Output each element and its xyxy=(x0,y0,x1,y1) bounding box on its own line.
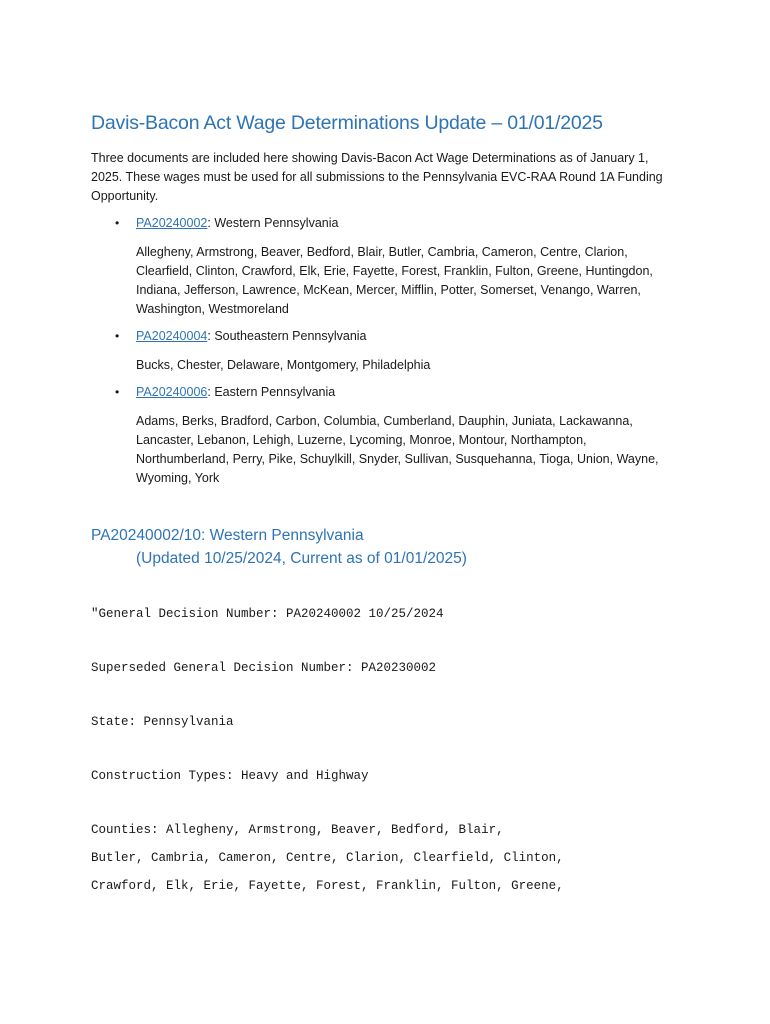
document-title: Davis-Bacon Act Wage Determinations Update – 01/01/2025 xyxy=(91,112,603,134)
superseded-decision-number: Superseded General Decision Number: PA20230002 xyxy=(91,661,437,675)
region-label: : Southeastern Pennsylvania xyxy=(207,329,367,343)
county-list: Allegheny, Armstrong, Beaver, Bedford, Blair, Butler, Cambria, Cameron, Centre, Clarion, Clearfield, Clinton, Crawford, Elk, Erie, Fayette, Forest, Franklin, Fulton, Greene, Huntingdon, Indiana, Jefferson, Lawrence, McKean, Mercer, Mifflin, Potter, Somerset, Venango, Warren, Washington, Westmoreland xyxy=(136,245,653,316)
section-heading-line: PA20240002/10: Western Pennsylvania xyxy=(91,527,364,544)
list-item-western xyxy=(91,214,676,319)
counties-line: Butler, Cambria, Cameron, Centre, Clarion, Clearfield, Clinton, xyxy=(91,851,564,865)
list-item-eastern xyxy=(91,383,676,488)
decision-text-block xyxy=(91,570,676,896)
list-item-southeastern xyxy=(91,327,676,375)
region-label: : Western Pennsylvania xyxy=(207,216,339,230)
counties-line: Counties: Allegheny, Armstrong, Beaver, Bedford, Blair, xyxy=(91,823,504,837)
state-line: State: Pennsylvania xyxy=(91,715,234,729)
construction-types-line: Construction Types: Heavy and Highway xyxy=(91,769,369,783)
determination-list xyxy=(91,214,676,488)
bullet-icon: • xyxy=(115,385,120,399)
section-subheading: (Updated 10/25/2024, Current as of 01/01/2025) xyxy=(136,550,467,567)
county-list: Adams, Berks, Bradford, Carbon, Columbia, Cumberland, Dauphin, Juniata, Lackawanna, Lancaster, Lebanon, Lehigh, Luzerne, Lycoming, Monroe, Montour, Northampton, Northumberland, Perry, Pike, Schuylkill, Snyder, Sullivan, Susquehanna, Tioga, Union, Wayne, Wyoming, York xyxy=(136,414,659,485)
link-pa20240006[interactable]: PA20240006 xyxy=(136,385,208,399)
county-list: Bucks, Chester, Delaware, Montgomery, Philadelphia xyxy=(136,358,431,372)
bullet-icon: • xyxy=(115,329,120,343)
general-decision-number: "General Decision Number: PA20240002 10/25/2024 xyxy=(91,607,444,621)
counties-line: Crawford, Elk, Erie, Fayette, Forest, Franklin, Fulton, Greene, xyxy=(91,879,564,893)
region-label: : Eastern Pennsylvania xyxy=(207,385,336,399)
link-pa20240004[interactable]: PA20240004 xyxy=(136,329,208,343)
link-pa20240002[interactable]: PA20240002 xyxy=(136,216,208,230)
section-heading xyxy=(91,524,676,570)
intro-paragraph: Three documents are included here showing Davis-Bacon Act Wage Determinations as of January 1, 2025. These wages must be used for all submissions to the Pennsylvania EVC-RAA Round 1A Funding Opportunity. xyxy=(91,151,663,203)
document-page xyxy=(91,112,676,896)
bullet-icon: • xyxy=(115,216,120,230)
